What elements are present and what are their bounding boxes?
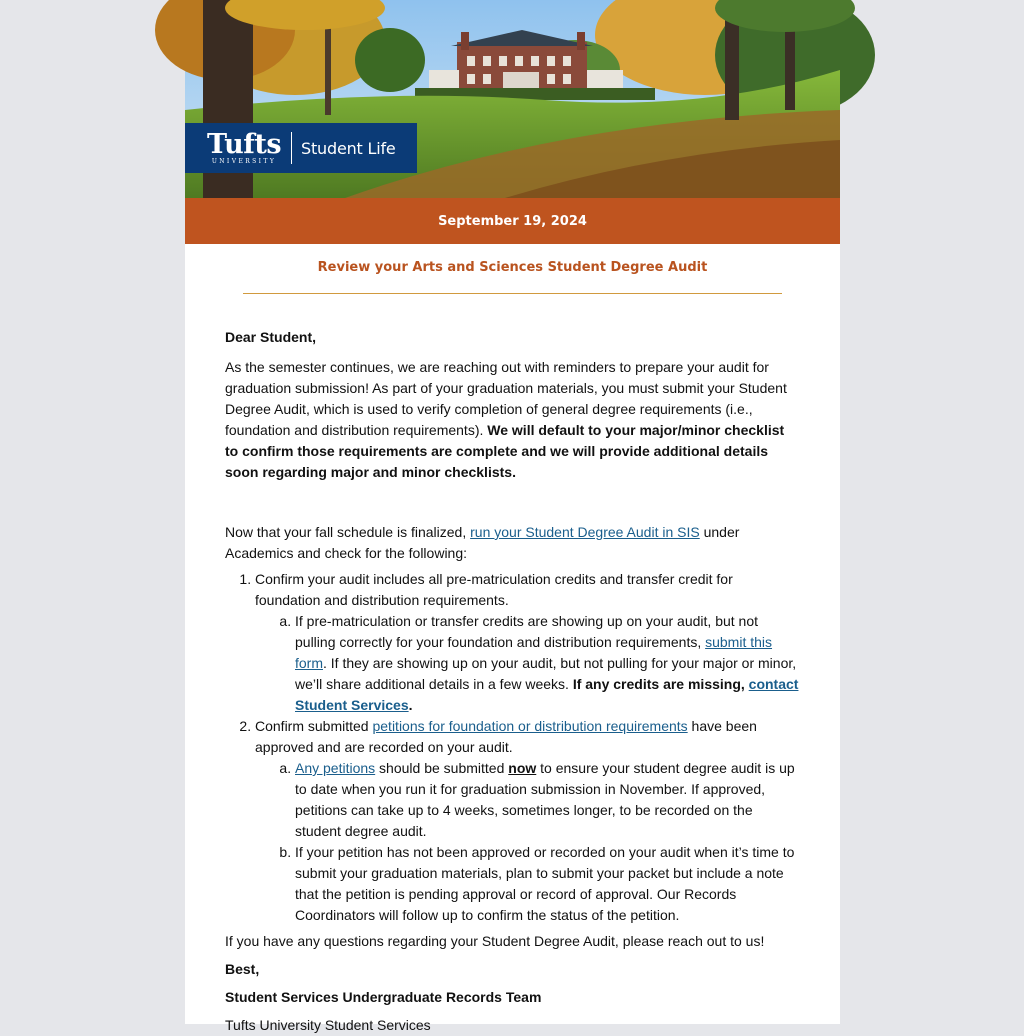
email-container [185, 0, 840, 1033]
checklist-item-2 [255, 716, 800, 926]
item-2b-text: If your petition has not been approved or recorded on your audit when it’s time to submit your graduation materials, plan to submit your packet but include a note that the petition is pending approval or record of approval. Our Records Coordinators will follow up to confirm the status of the petition. [295, 844, 795, 923]
intro-paragraph [225, 357, 800, 483]
checklist [225, 569, 800, 926]
checklist-item-2a [295, 758, 800, 842]
instructions-paragraph [225, 522, 800, 564]
signoff: Best, [225, 961, 260, 977]
contact-student-services-link[interactable]: contact Student Services [295, 676, 799, 713]
checklist-item-1 [255, 569, 800, 716]
any-petitions-link[interactable]: Any petitions [295, 760, 376, 776]
greeting: Dear Student, [225, 329, 317, 345]
checklist-item-1-subitems [255, 611, 800, 716]
item-2-before: Confirm submitted [255, 718, 373, 734]
now-emphasis: now [508, 760, 537, 776]
item-1a-bold-text: If any credits are missing, [572, 676, 749, 692]
checklist-item-2b [295, 842, 800, 926]
organization-name: Tufts University Student Services [225, 1017, 431, 1033]
email-date: September 19, 2024 [438, 213, 587, 229]
hero-banner [185, 0, 840, 198]
brand-unit-text: Student Life [301, 138, 396, 158]
run-audit-link[interactable]: run your Student Degree Audit in SIS [470, 524, 700, 540]
item-1a-middle-text: . If they are showing up on your audit, but not pulling for your major or minor, we’ll share additional details in a few weeks. [295, 655, 797, 692]
brand-university-text: UNIVERSITY [211, 158, 277, 165]
email-headline: Review your Arts and Sciences Student Degree Audit [317, 260, 708, 275]
checklist-item-2-subitems [255, 758, 800, 926]
instructions-after: under Academics and check for the following: [225, 524, 740, 561]
headline-divider [243, 293, 782, 294]
tufts-wordmark [207, 131, 281, 165]
item-1a-text: If pre-matriculation or transfer credits are showing up on your audit, but not pulling correctly for your foundation and distribution requirements, [295, 613, 759, 650]
submit-form-link[interactable]: submit this form [295, 634, 773, 671]
item-1a-end: . [408, 697, 413, 713]
petitions-requirements-link[interactable]: petitions for foundation or distribution requirements [372, 718, 688, 734]
intro-bold-text: We will default to your major/minor checklist to confirm those requirements are complete and we will provide additional details soon regarding major and minor checklists. [225, 422, 785, 480]
instructions-before: Now that your fall schedule is finalized, [225, 524, 471, 540]
team-name: Student Services Undergraduate Records Team [225, 989, 542, 1005]
brand-wordmark-text: Tufts [207, 129, 282, 160]
date-band [185, 198, 840, 244]
intro-text: As the semester continues, we are reaching out with reminders to prepare your audit for graduation submission! As part of your graduation materials, you must submit your Student Degree Audit, which is used to verify completion of general degree requirements (i.e., foundation and distribution requirements). [225, 359, 787, 438]
item-2-after: have been approved and are recorded on your audit. [255, 718, 757, 755]
closing-line: If you have any questions regarding your Student Degree Audit, please reach out to us! [225, 933, 765, 949]
item-2a-after-now: to ensure your student degree audit is up to date when you run it for graduation submission in November. If approved, petitions can take up to 4 weeks, sometimes longer, to be recorded on the student degree audit. [295, 760, 795, 839]
brand-divider [291, 132, 292, 164]
item-2a-before-now: should be submitted [375, 760, 509, 776]
checklist-item-1a [295, 611, 800, 716]
checklist-item-1-text: Confirm your audit includes all pre-matriculation credits and transfer credit for foundation and distribution requirements. [255, 571, 733, 608]
email-body [185, 327, 840, 1036]
brand-logo [185, 123, 417, 173]
